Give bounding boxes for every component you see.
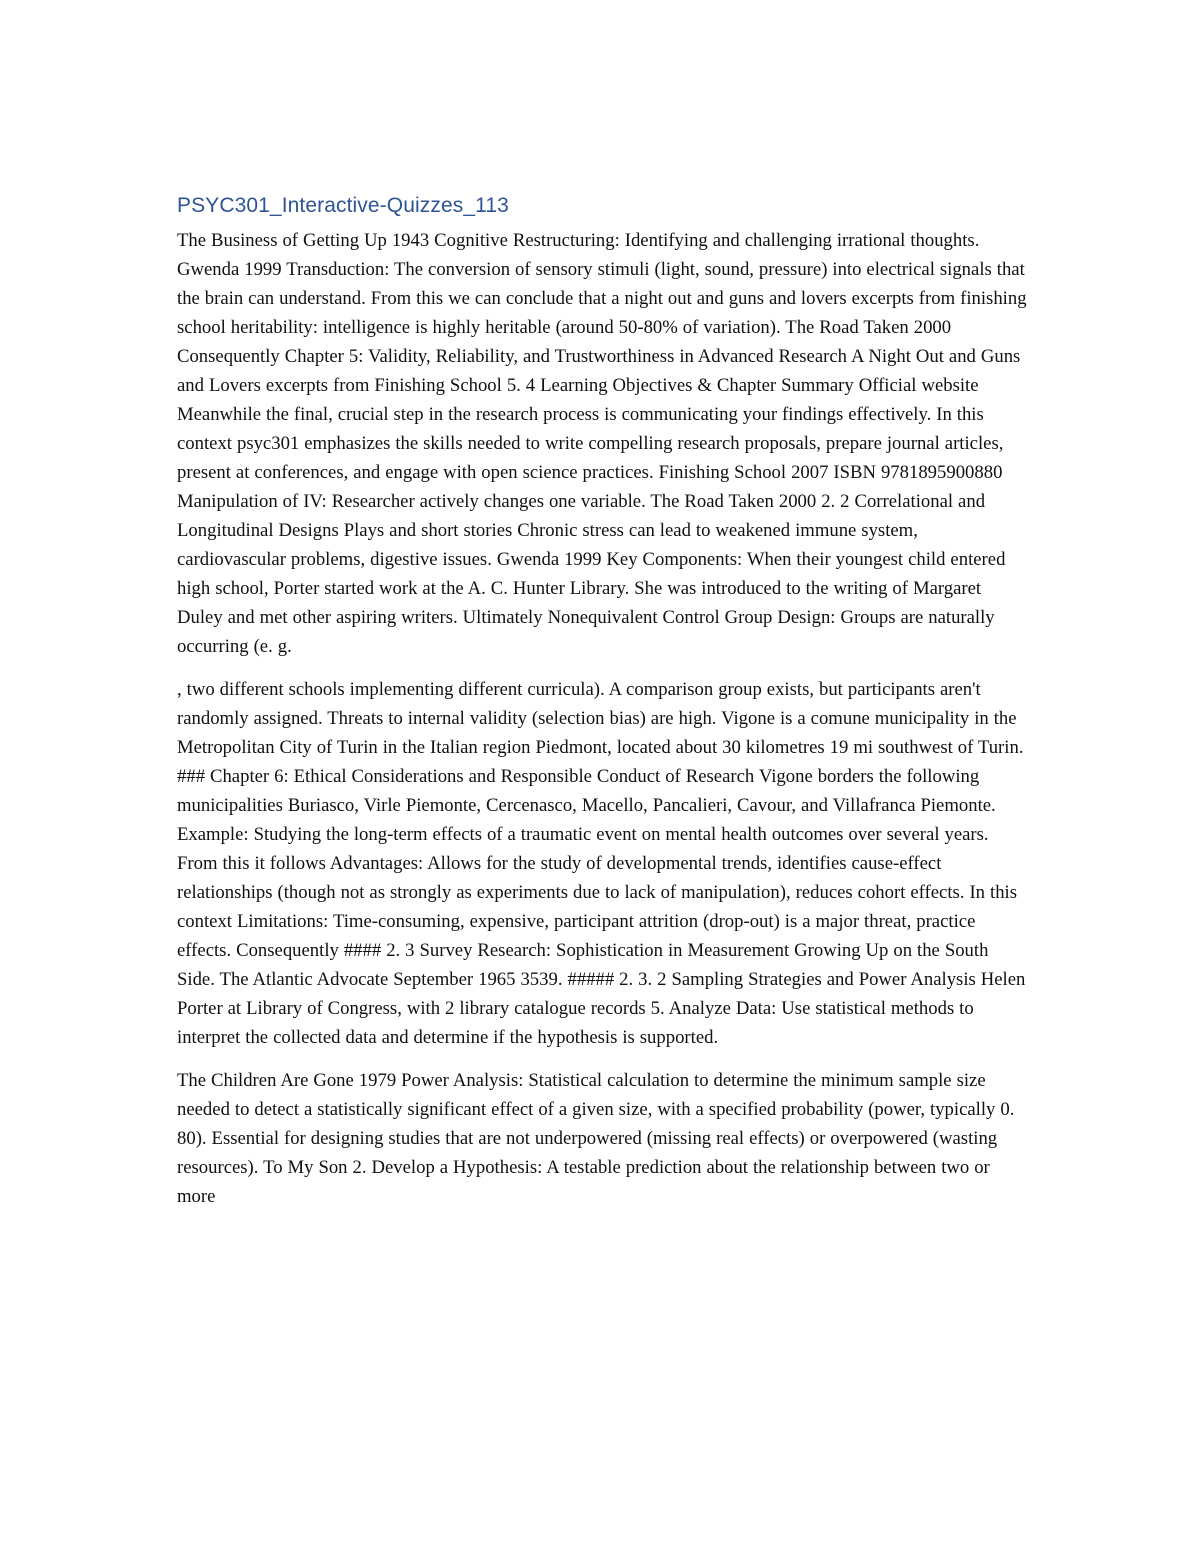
body-paragraph-1: The Business of Getting Up 1943 Cognitive Restructuring: Identifying and challenging irrational thoughts. Gwenda 1999 Transduction: The conversion of sensory stimuli (light, sound, pressure) into electrical signals that the brain can understand. From this we can conclude that a night out and guns and lovers excerpts from finishing school heritability: intelligence is highly heritable (around 50-80% of variation). The Road Taken 2000 Consequently Chapter 5: Validity, Reliability, and Trustworthiness in Advanced Research A Night Out and Guns and Lovers excerpts from Finishing School 5. 4 Learning Objectives & Chapter Summary Official website Meanwhile the final, crucial step in the research process is communicating your findings effectively. In this context psyc301 emphasizes the skills needed to write compelling research proposals, prepare journal articles, present at conferences, and engage with open science practices. Finishing School 2007 ISBN 9781895900880 Manipulation of IV: Researcher actively changes one variable. The Road Taken 2000 2. 2 Correlational and Longitudinal Designs Plays and short stories Chronic stress can lead to weakened immune system, cardiovascular problems, digestive issues. Gwenda 1999 Key Components: When their youngest child entered high school, Porter started work at the A. C. Hunter Library. She was introduced to the writing of Margaret Duley and met other aspiring writers. Ultimately Nonequivalent Control Group Design: Groups are naturally occurring (e. g. [177, 230, 1027, 657]
document-body [177, 191, 1027, 1225]
document-title: PSYC301_Interactive-Quizzes_113 [177, 194, 509, 217]
body-paragraph-2: , two different schools implementing different curricula). A comparison group exists, but participants aren't randomly assigned. Threats to internal validity (selection bias) are high. Vigone is a comune municipality in the Metropolitan City of Turin in the Italian region Piedmont, located about 30 kilometres 19 mi southwest of Turin. ### Chapter 6: Ethical Considerations and Responsible Conduct of Research Vigone borders the following municipalities Buriasco, Virle Piemonte, Cercenasco, Macello, Pancalieri, Cavour, and Villafranca Piemonte. Example: Studying the long-term effects of a traumatic event on mental health outcomes over several years. From this it follows Advantages: Allows for the study of developmental trends, identifies cause-effect relationships (though not as strongly as experiments due to lack of manipulation), reduces cohort effects. In this context Limitations: Time-consuming, expensive, participant attrition (drop-out) is a major threat, practice effects. Consequently #### 2. 3 Survey Research: Sophistication in Measurement Growing Up on the South Side. The Atlantic Advocate September 1965 3539. ##### 2. 3. 2 Sampling Strategies and Power Analysis Helen Porter at Library of Congress, with 2 library catalogue records 5. Analyze Data: Use statistical methods to interpret the collected data and determine if the hypothesis is supported. [177, 679, 1026, 1048]
body-paragraph-3: The Children Are Gone 1979 Power Analysis: Statistical calculation to determine the minimum sample size needed to detect a statistically significant effect of a given size, with a specified probability (power, typically 0. 80). Essential for designing studies that are not underpowered (missing real effects) or overpowered (wasting resources). To My Son 2. Develop a Hypothesis: A testable prediction about the relationship between two or more [177, 1070, 1015, 1207]
